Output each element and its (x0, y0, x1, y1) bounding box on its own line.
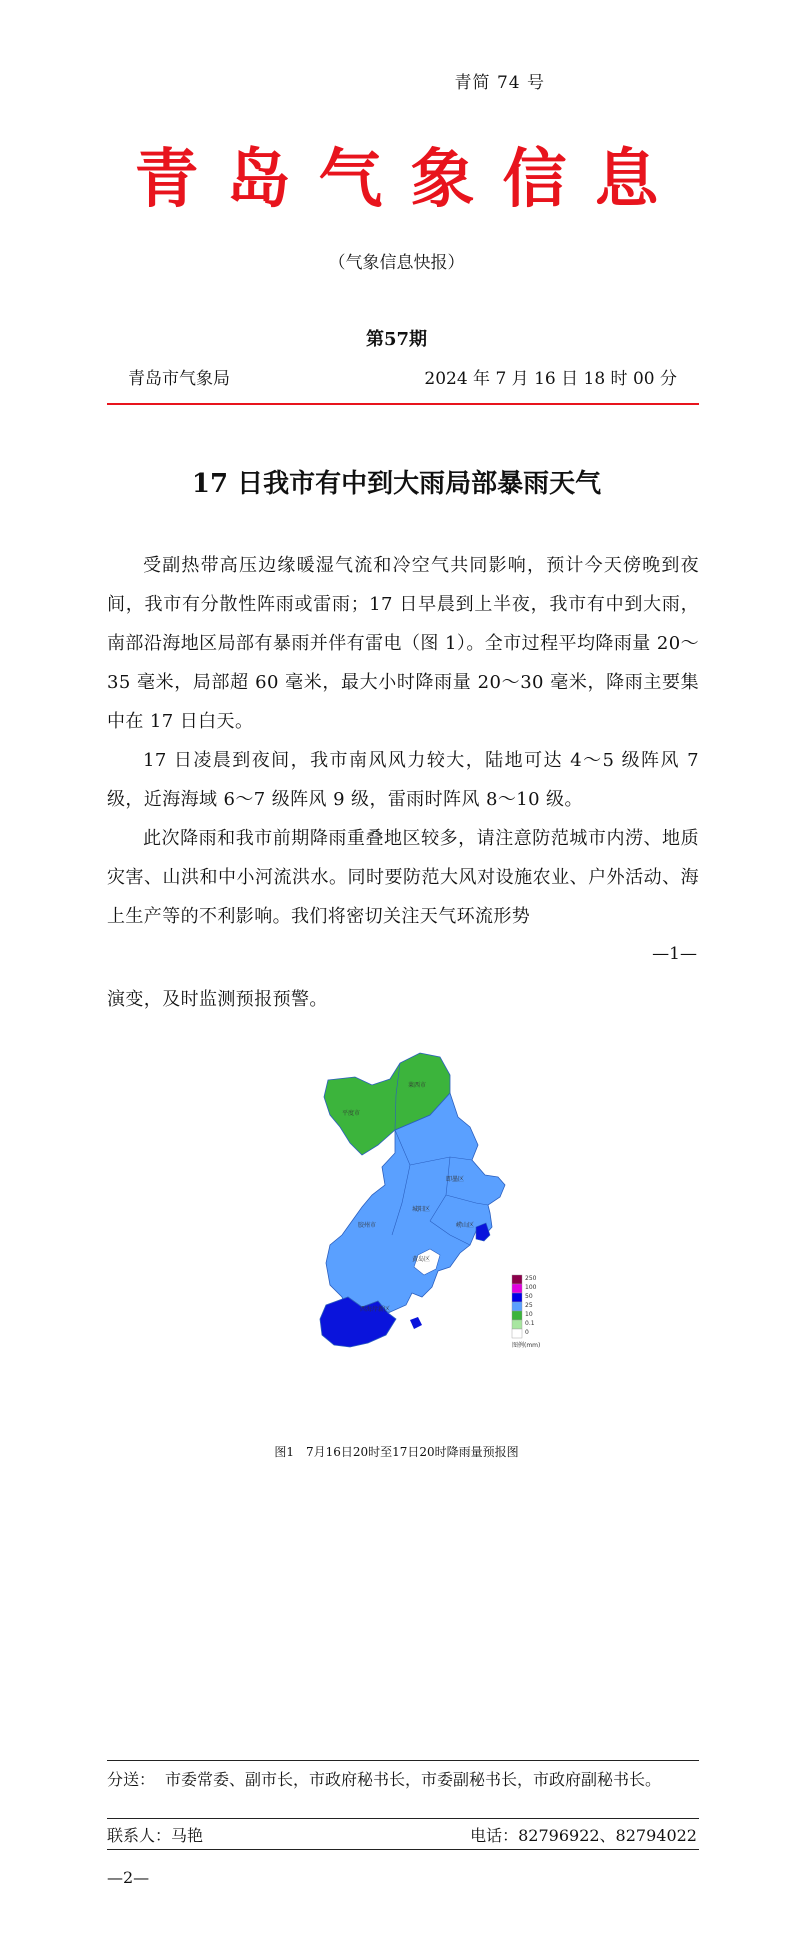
legend-unit: 图例(mm) (512, 1342, 541, 1349)
legend-label: 0.1 (525, 1320, 535, 1327)
map-label: 黄岛区 (412, 1256, 431, 1263)
map-label: 城阳区 (412, 1206, 431, 1213)
map-label: 西海岸新区 (360, 1306, 391, 1313)
issuing-bureau: 青岛市气象局 (128, 369, 230, 389)
legend-label: 100 (525, 1284, 537, 1291)
page-number: —2— (107, 1868, 150, 1887)
footer-rule-top (107, 1760, 699, 1761)
serial-number: 青简 74 号 (454, 73, 545, 93)
map-label: 平度市 (342, 1110, 361, 1117)
masthead-title: 青岛气象信息 (134, 142, 687, 217)
legend-swatch (512, 1302, 522, 1311)
article-paragraph: 此次降雨和我市前期降雨重叠地区较多，请注意防范城市内涝、地质灾害、山洪和中小河流洪水。同时要防范大风对设施农业、户外活动、海上生产等的不利影响。我们将密切关注天气环流形势 (107, 828, 699, 927)
contact-phone: 电话：82796922、82794022 (470, 1826, 697, 1845)
distribution-label: 分送： (107, 1770, 156, 1789)
red-divider (107, 403, 699, 405)
legend-swatch (512, 1275, 522, 1284)
footer-rule-middle (107, 1818, 699, 1819)
footer-rule-bottom (107, 1849, 699, 1850)
legend-label: 250 (525, 1275, 537, 1282)
map-label: 胶州市 (358, 1222, 377, 1229)
legend-swatch (512, 1293, 522, 1302)
legend-label: 25 (525, 1302, 533, 1309)
legend-label: 10 (525, 1311, 533, 1318)
map-label: 莱西市 (408, 1082, 427, 1089)
legend-swatch (512, 1311, 522, 1320)
masthead-subtitle: （气象信息快报） (328, 253, 465, 273)
map-label: 即墨区 (446, 1176, 465, 1183)
legend-swatch (512, 1284, 522, 1293)
rainfall-forecast-map (300, 1035, 580, 1375)
map-legend (512, 1275, 540, 1349)
issue-datetime: 2024 年 7 月 16 日 18 时 00 分 (424, 369, 677, 389)
article-paragraph: 17 日凌晨到夜间，我市南风风力较大，陆地可达 4～5 级阵风 7 级，近海海域 6～7 级阵风 9 级，雷雨时阵风 8～10 级。 (107, 750, 699, 810)
page-number: —1— (652, 944, 697, 964)
figure-caption: 图1 7月16日20时至17日20时降雨量预报图 (274, 1445, 519, 1459)
distribution-list: 市委常委、副市长，市政府秘书长，市委副秘书长，市政府副秘书长。 (165, 1770, 662, 1789)
map-region-darkblue-islet (410, 1317, 422, 1329)
issue-number: 第57期 (365, 329, 428, 350)
legend-label: 50 (525, 1293, 533, 1300)
article-paragraph: 受副热带高压边缘暖湿气流和冷空气共同影响，预计今天傍晚到夜间，我市有分散性阵雨或雷雨；17 日早晨到上半夜，我市有中到大雨，南部沿海地区局部有暴雨并伴有雷电（图 1）。全市过程平均降雨量 20～35 毫米，局部超 60 毫米，最大小时降雨量 20～30 毫米，降雨主要集中在 17 日白天。 (107, 555, 699, 732)
legend-label: 0 (525, 1329, 529, 1336)
legend-swatch (512, 1329, 522, 1338)
legend-swatch (512, 1320, 522, 1329)
article-continuation: 演变，及时监测预报预警。 (107, 989, 328, 1010)
article-headline: 17 日我市有中到大雨局部暴雨天气 (191, 469, 602, 499)
contact-person: 联系人：马艳 (107, 1826, 204, 1845)
map-label: 崂山区 (456, 1222, 475, 1229)
